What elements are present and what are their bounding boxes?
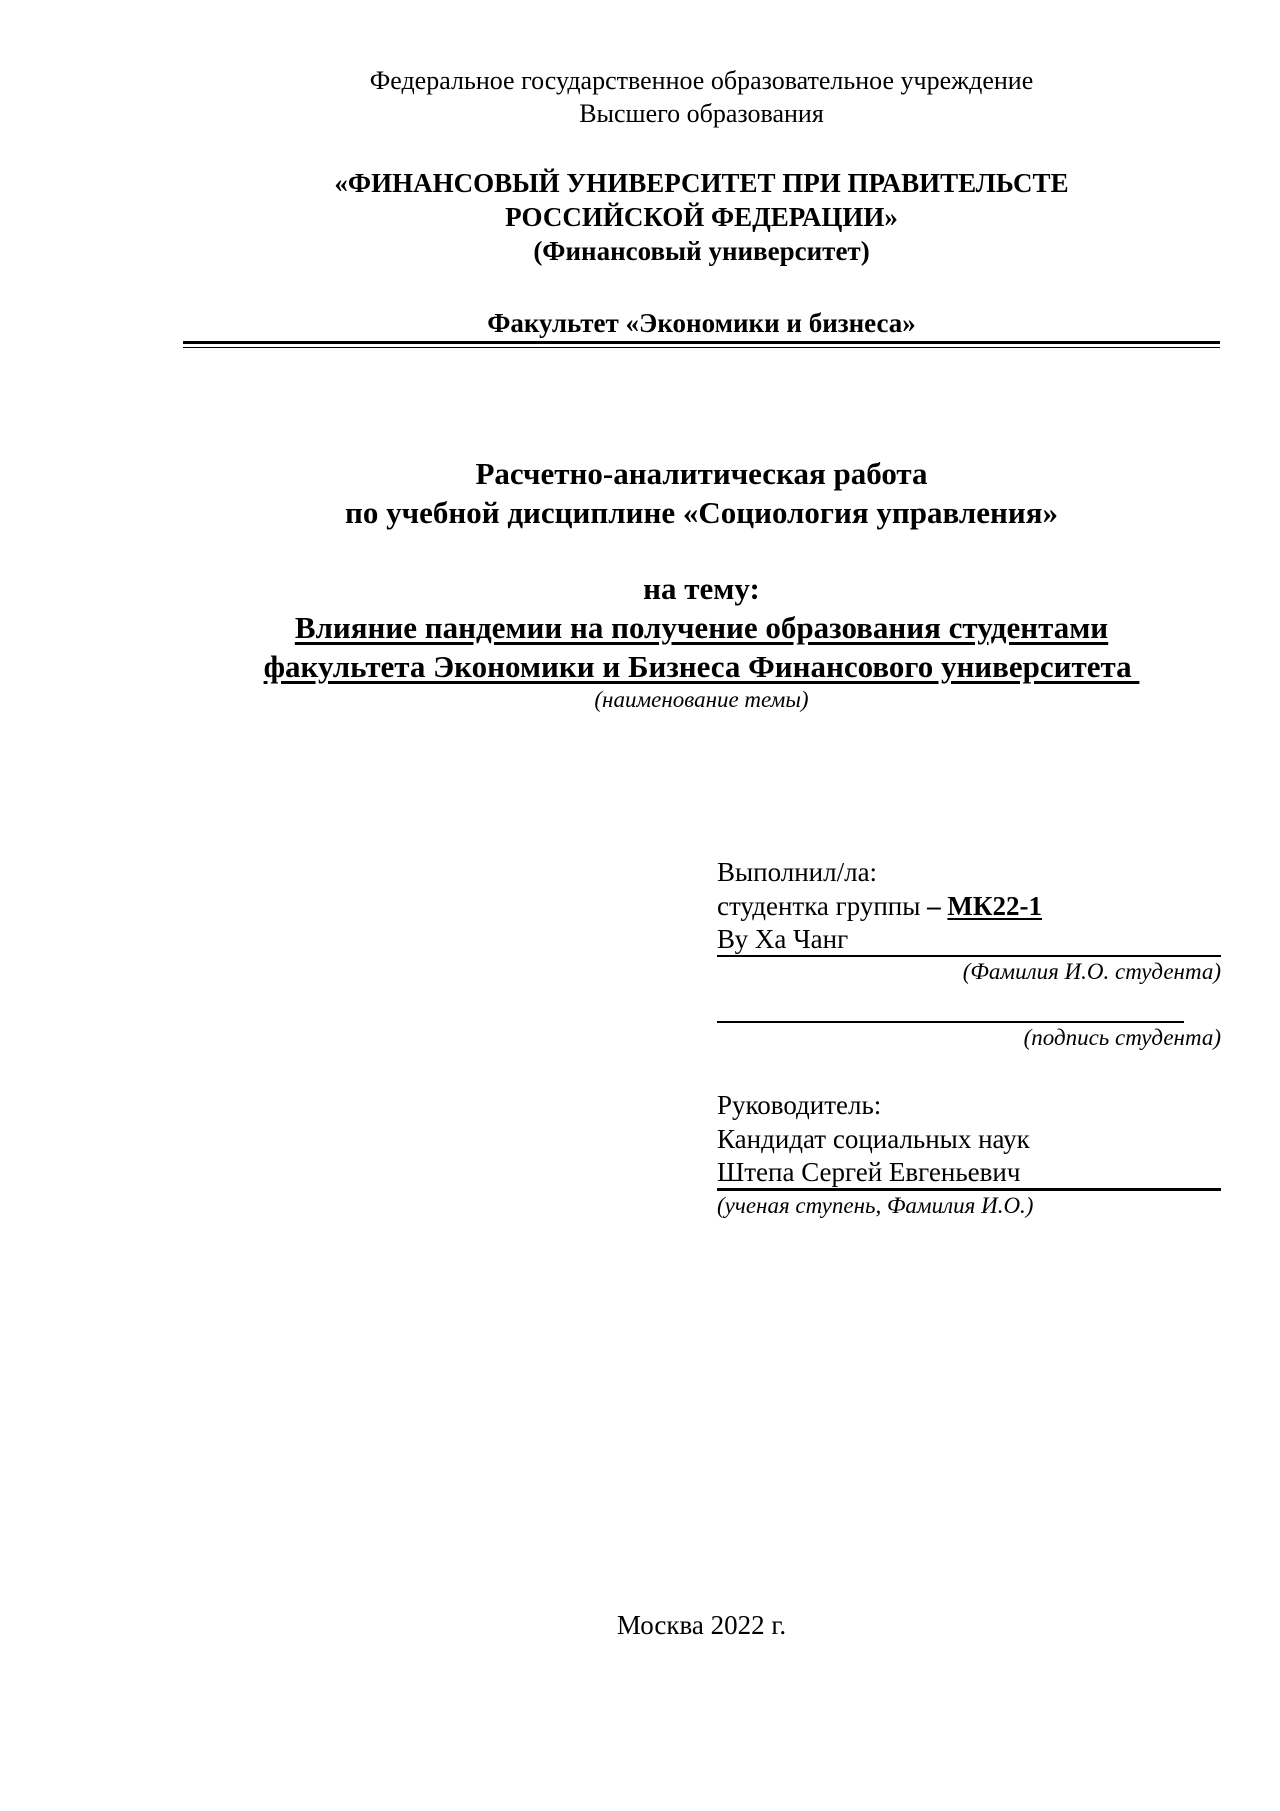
- institution-header: [183, 64, 1220, 130]
- supervisor-degree: Кандидат социальных наук: [717, 1124, 1030, 1154]
- header-divider-thin: [183, 347, 1220, 348]
- group-prefix: студентка группы: [717, 891, 928, 921]
- topic-line2: факультета Экономики и Бизнеса Финансового университета: [263, 649, 1140, 684]
- faculty-block: [183, 306, 1220, 340]
- student-block: [717, 855, 1221, 1053]
- work-type: Расчетно-аналитическая работа: [475, 456, 928, 491]
- student-label: Выполнил/ла:: [717, 857, 878, 887]
- topic-label: на тему:: [643, 571, 760, 606]
- city-year: Москва 2022 г.: [616, 1610, 787, 1640]
- signature-caption: (подпись студента): [1023, 1025, 1221, 1050]
- discipline: по учебной дисциплине «Социология управления»: [345, 495, 1058, 530]
- supervisor-label: Руководитель:: [717, 1090, 882, 1120]
- group-code: МК22-1: [947, 891, 1042, 921]
- work-title: [183, 454, 1220, 532]
- education-level: Высшего образования: [579, 99, 824, 128]
- group-dash: –: [927, 891, 941, 921]
- topic-caption: (наименование темы): [594, 687, 809, 712]
- supervisor-block: [717, 1088, 1221, 1221]
- faculty-name: Факультет «Экономики и бизнеса»: [487, 308, 916, 338]
- university-name: [183, 166, 1220, 268]
- institution-type: Федеральное государственное образовательное учреждение: [369, 66, 1034, 95]
- topic-block: [183, 569, 1220, 714]
- student-group: [717, 889, 1221, 923]
- university-name-line1: «ФИНАНСОВЫЙ УНИВЕРСИТЕТ ПРИ ПРАВИТЕЛЬСТЕ: [334, 168, 1069, 198]
- supervisor-name: Штепа Сергей Евгеньевич: [717, 1156, 1221, 1191]
- header-divider-thick: [183, 341, 1220, 344]
- student-name: Ву Ха Чанг: [717, 923, 1221, 957]
- university-name-line2: РОССИЙСКОЙ ФЕДЕРАЦИИ»: [505, 202, 898, 232]
- signature-line: [717, 987, 1184, 1023]
- student-name-caption: (Фамилия И.О. студента): [962, 959, 1221, 984]
- university-short-name: (Финансовый университет): [533, 236, 870, 266]
- supervisor-caption: (ученая ступень, Фамилия И.О.): [717, 1193, 1034, 1218]
- topic-line1: Влияние пандемии на получение образования студентами: [294, 610, 1109, 645]
